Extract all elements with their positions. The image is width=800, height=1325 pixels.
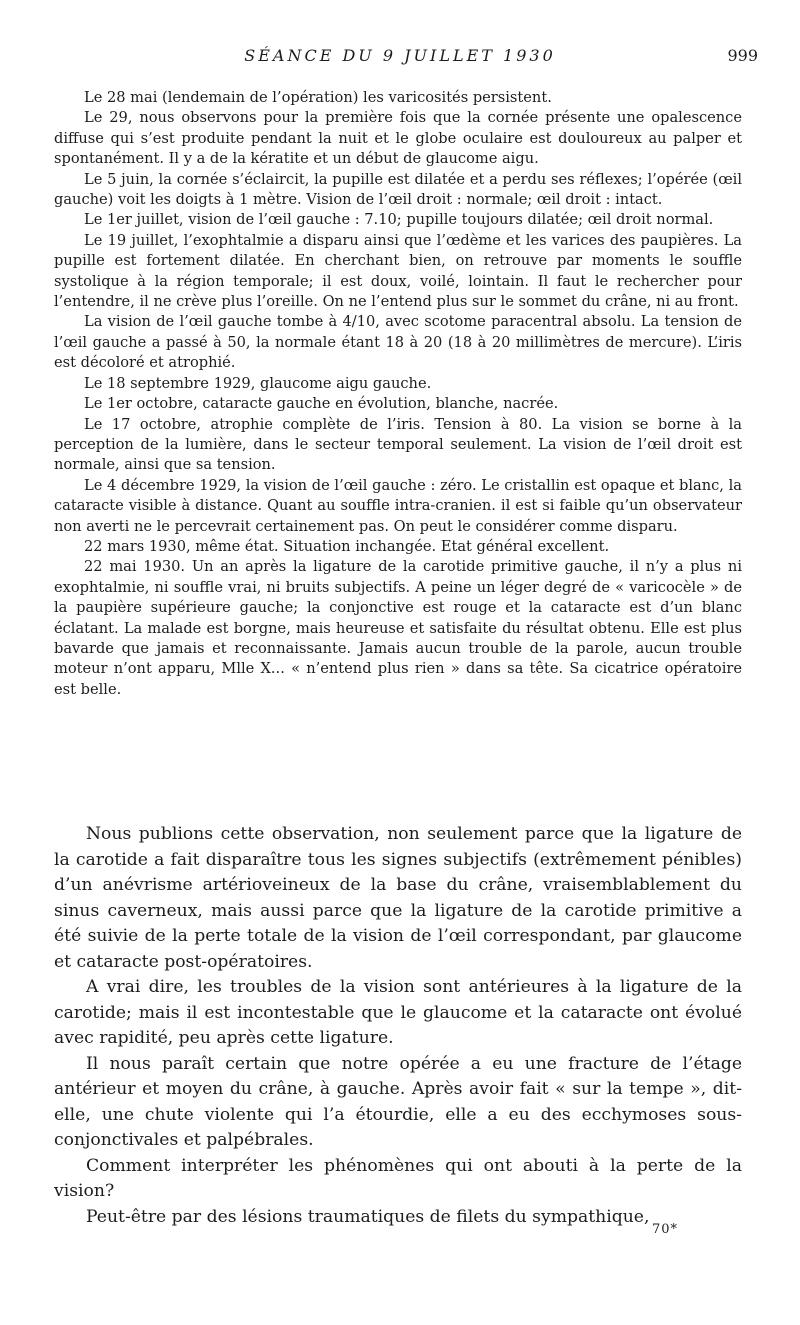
observation-paragraph: Le 28 mai (lendemain de l’opération) les varicosités persistent.: [84, 89, 552, 106]
observation-paragraph: 22 mars 1930, même état. Situation inchangée. Etat général excellent.: [84, 537, 610, 555]
observation-paragraph: 22 mai 1930. Un an après la ligature de la carotide primitive gauche, il n’y a plus ni exophtalmie, ni souffle vrai, ni bruits subjectifs. A peine un léger degré de « varicocèle » de la paupière supérieure gauche; la conjonctive est rouge et la cataracte est d’un blanc éclatant. La malade est borgne, mais heureuse et satisfaite du résultat obtenu. Elle est plus bavarde que jamais et reconnaissante. Jamais aucun trouble de la parole, aucun trouble moteur n’ont apparu, Mlle X... « n’entend plus rien » dans sa tête. Sa cicatrice opératoire est belle.: [54, 558, 742, 698]
discussion-section: [54, 822, 742, 1230]
running-header: [0, 42, 800, 72]
observation-paragraph: Le 29, nous observons pour la première fois que la cornée présente une opalescence diffuse qui s’est produite pendant la nuit et le globe oculaire est douloureux au palper et spontanément. Il y a de la kératite et un début de glaucome aigu.: [54, 109, 742, 168]
discussion-paragraph: Comment interpréter les phénomènes qui ont abouti à la perte de la vision?: [54, 1155, 742, 1201]
observation-paragraph: Le 18 septembre 1929, glaucome aigu gauche.: [84, 374, 432, 392]
discussion-paragraph: Nous publions cette observation, non seulement parce que la ligature de la carotide a fait disparaître tous les signes subjectifs (extrêmement pénibles) d’un anévrisme artérioveineux de la base du crâne, vraisemblablement du sinus caverneux, mais aussi parce que la ligature de la carotide primitive a été suivie de la perte totale de la vision de l’œil correspondant, par glaucome et cataracte post-opératoires.: [54, 824, 742, 972]
observation-section: [54, 88, 742, 700]
running-title: SÉANCE DU 9 JUILLET 1930: [244, 46, 556, 65]
observation-paragraph: Le 1er juillet, vision de l’œil gauche : 7.10; pupille toujours dilatée; œil droit normal.: [84, 211, 714, 229]
discussion-paragraph: Il nous paraît certain que notre opérée a eu une fracture de l’étage antérieur et moyen du crâne, à gauche. Après avoir fait « sur la tempe », dit-elle, une chute violente qui l’a étourdie, elle a eu des ecchymoses sous-conjonctivales et palpébrales.: [54, 1053, 742, 1150]
observation-paragraph: Le 1er octobre, cataracte gauche en évolution, blanche, nacrée.: [84, 395, 559, 413]
discussion-paragraph: Peut-être par des lésions traumatiques de filets du sympathique,: [86, 1206, 650, 1227]
observation-paragraph: La vision de l’œil gauche tombe à 4/10, avec scotome paracentral absolu. La tension de l’œil gauche a passé à 50, la normale étant 18 à 20 (18 à 20 millimètres de mercure). L’iris est décoloré et atrophié.: [54, 313, 742, 372]
observation-paragraph: Le 17 octobre, atrophie complète de l’iris. Tension à 80. La vision se borne à la perception de la lumière, dans le secteur temporal seulement. La vision de l’œil droit est normale, ainsi que sa tension.: [54, 415, 742, 474]
page-number: 999: [727, 46, 758, 65]
observation-paragraph: Le 4 décembre 1929, la vision de l’œil gauche : zéro. Le cristallin est opaque et blanc, la cataracte visible à distance. Quant au souffle intra-cranien. il est si faible qu’un observateur non averti ne le percevrait certainement pas. On peut le considérer comme disparu.: [54, 476, 742, 535]
observation-paragraph: Le 5 juin, la cornée s’éclaircit, la pupille est dilatée et a perdu ses réflexes; l’opérée (œil gauche) voit les doigts à 1 mètre. Vision de l’œil droit : normale; œil droit : intact.: [54, 170, 742, 209]
discussion-paragraph: A vrai dire, les troubles de la vision sont antérieures à la ligature de la carotide; mais il est incontestable que le glaucome et la cataracte ont évolué avec rapidité, peu après cette ligature.: [54, 977, 742, 1048]
signature-mark: 70*: [652, 1222, 679, 1237]
observation-paragraph: Le 19 juillet, l’exophtalmie a disparu ainsi que l’œdème et les varices des paupières. La pupille est fortement dilatée. En cherchant bien, on retrouve par moments le souffle systolique à la région temporale; il est doux, voilé, lointain. Il faut le rechercher pour l’entendre, il ne crève plus l’oreille. On ne l’entend plus sur le sommet du crâne, ni au front.: [54, 231, 742, 311]
